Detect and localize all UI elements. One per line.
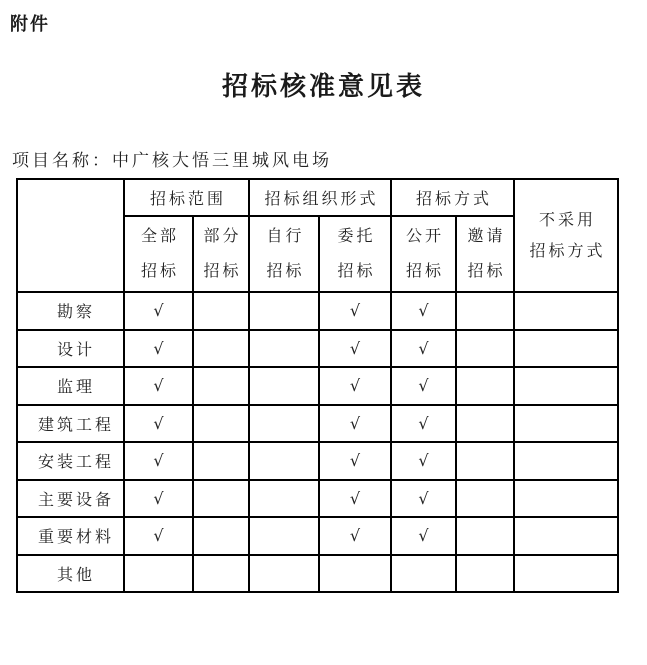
check-cell: √	[391, 517, 456, 555]
header-open-bidding-line1: 公开	[406, 228, 445, 245]
check-cell: √	[319, 292, 391, 330]
page-title: 招标核准意见表	[221, 71, 425, 101]
table-row-supervision	[17, 367, 618, 405]
check-cell	[249, 442, 319, 480]
table-row-survey	[17, 292, 618, 330]
attachment-label: 附件	[10, 14, 50, 34]
header-all-bidding-line1: 全部	[140, 228, 179, 245]
check-cell	[514, 292, 618, 330]
row-label: 安装工程	[17, 442, 124, 480]
header-no-bid-line2: 招标方式	[529, 242, 606, 260]
check-cell	[456, 330, 514, 368]
header-invited-bidding	[456, 216, 514, 292]
header-bid-scope: 招标范围	[124, 179, 249, 216]
check-cell	[193, 517, 249, 555]
check-cell: √	[124, 367, 193, 405]
check-cell: √	[319, 367, 391, 405]
row-label: 其他	[17, 555, 124, 593]
table-row-important-materials	[17, 517, 618, 555]
check-cell	[249, 292, 319, 330]
check-cell	[249, 405, 319, 443]
table-row-construction	[17, 405, 618, 443]
check-cell: √	[319, 480, 391, 518]
check-cell: √	[124, 480, 193, 518]
check-cell	[456, 555, 514, 593]
header-partial-bidding-line2: 招标	[203, 263, 242, 280]
header-group-row	[17, 179, 618, 216]
check-cell	[514, 517, 618, 555]
table-row-design	[17, 330, 618, 368]
header-self-bidding	[249, 216, 319, 292]
check-cell	[514, 555, 618, 593]
check-cell	[514, 442, 618, 480]
header-entrusted-bidding	[319, 216, 391, 292]
corner-cell	[17, 179, 124, 292]
check-cell	[514, 405, 618, 443]
header-self-bidding-line1: 自行	[266, 228, 305, 245]
check-cell: √	[319, 442, 391, 480]
check-cell	[456, 442, 514, 480]
header-entrusted-bidding-line1: 委托	[337, 228, 376, 245]
check-cell: √	[319, 405, 391, 443]
check-cell	[193, 442, 249, 480]
check-cell	[391, 555, 456, 593]
check-cell: √	[124, 292, 193, 330]
check-cell	[193, 330, 249, 368]
header-org-form: 招标组织形式	[249, 179, 391, 216]
check-cell: √	[391, 330, 456, 368]
header-self-bidding-line2: 招标	[266, 263, 305, 280]
header-open-bidding-line2: 招标	[406, 263, 445, 280]
row-label: 勘察	[17, 292, 124, 330]
check-cell	[193, 367, 249, 405]
check-cell	[456, 292, 514, 330]
row-label: 监理	[17, 367, 124, 405]
check-cell	[249, 330, 319, 368]
project-name: 项目名称：中广核大悟三里城风电场	[12, 151, 332, 170]
header-all-bidding	[124, 216, 193, 292]
check-cell	[514, 367, 618, 405]
check-cell: √	[391, 405, 456, 443]
header-no-bid-method	[514, 179, 618, 292]
check-cell	[249, 517, 319, 555]
check-cell	[456, 405, 514, 443]
check-cell	[193, 480, 249, 518]
check-cell	[124, 555, 193, 593]
header-bid-method: 招标方式	[391, 179, 514, 216]
header-partial-bidding	[193, 216, 249, 292]
table-row-other	[17, 555, 618, 593]
check-cell: √	[124, 405, 193, 443]
header-partial-bidding-line1: 部分	[203, 228, 242, 245]
approval-table	[16, 178, 619, 593]
header-invited-bidding-line1: 邀请	[467, 228, 506, 245]
check-cell	[193, 555, 249, 593]
check-cell: √	[391, 367, 456, 405]
header-invited-bidding-line2: 招标	[467, 263, 506, 280]
check-cell	[249, 367, 319, 405]
table-row-main-equipment	[17, 480, 618, 518]
check-cell	[319, 555, 391, 593]
check-cell	[514, 480, 618, 518]
check-cell: √	[391, 442, 456, 480]
header-all-bidding-line2: 招标	[140, 263, 179, 280]
row-label: 建筑工程	[17, 405, 124, 443]
header-open-bidding	[391, 216, 456, 292]
check-cell: √	[124, 517, 193, 555]
row-label: 设计	[17, 330, 124, 368]
check-cell	[193, 405, 249, 443]
check-cell: √	[319, 330, 391, 368]
check-cell	[249, 480, 319, 518]
check-cell	[193, 292, 249, 330]
check-cell	[456, 480, 514, 518]
check-cell	[249, 555, 319, 593]
check-cell	[514, 330, 618, 368]
check-cell	[456, 367, 514, 405]
header-entrusted-bidding-line2: 招标	[337, 263, 376, 280]
check-cell: √	[319, 517, 391, 555]
row-label: 重要材料	[17, 517, 124, 555]
check-cell	[456, 517, 514, 555]
table-row-installation	[17, 442, 618, 480]
check-cell: √	[391, 292, 456, 330]
check-cell: √	[124, 330, 193, 368]
check-cell: √	[391, 480, 456, 518]
row-label: 主要设备	[17, 480, 124, 518]
check-cell: √	[124, 442, 193, 480]
header-no-bid-line1: 不采用	[539, 211, 597, 229]
